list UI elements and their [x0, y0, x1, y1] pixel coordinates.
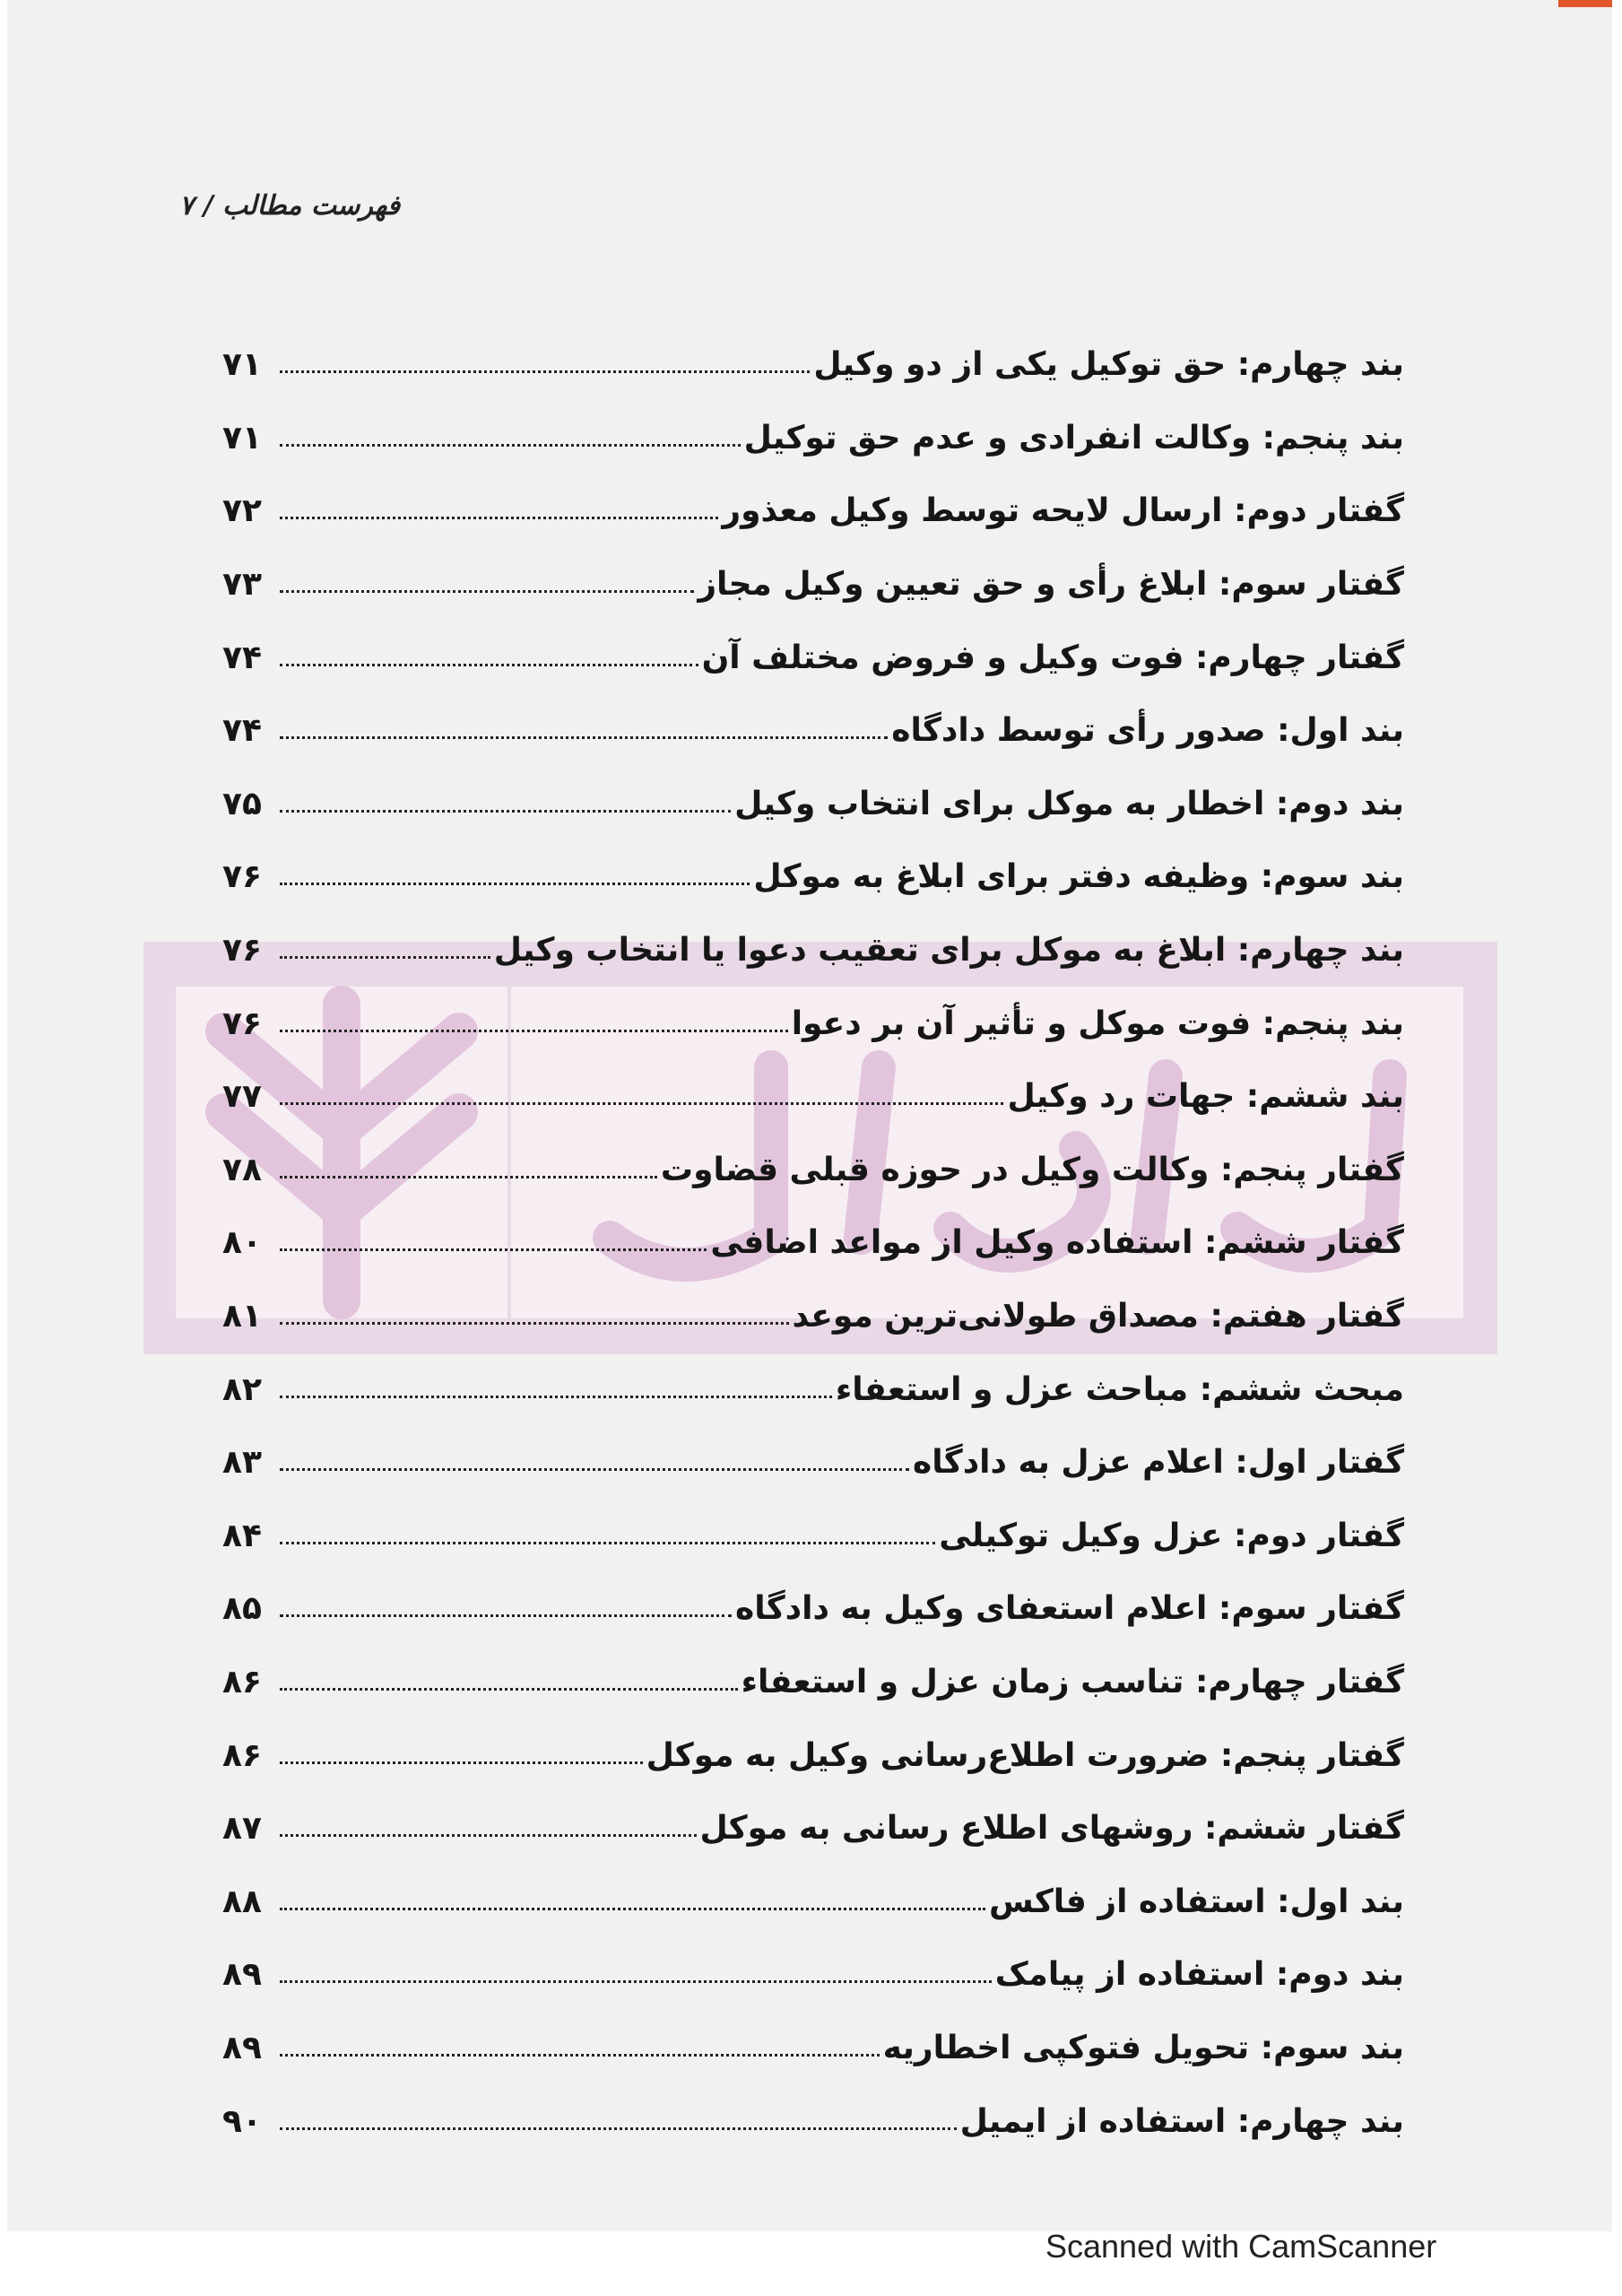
toc-entry-page: ۷۴: [222, 712, 262, 750]
toc-row: [222, 1134, 1404, 1207]
toc-dot-leader: [280, 590, 694, 593]
toc-row: [222, 1060, 1404, 1134]
toc-dot-leader: [280, 1761, 643, 1764]
toc-dot-leader: [280, 1176, 657, 1178]
toc-entry-page: ۸۸: [222, 1883, 262, 1920]
toc-entry-page: ۸۳: [222, 1444, 262, 1482]
toc-entry-page: ۹۰: [222, 2102, 262, 2140]
scanned-page: [7, 0, 1612, 2231]
toc-entry-title: گفتار دوم: ارسال لایحه توسط وکیل معذور: [722, 492, 1404, 530]
toc-entry-title: گفتار سوم: اعلام استعفای وکیل به دادگاه: [734, 1590, 1404, 1628]
toc-entry-page: ۷۶: [222, 1004, 262, 1042]
toc-entry-title: گفتار هفتم: مصداق طولانی‌ترین موعد: [792, 1298, 1404, 1335]
toc-dot-leader: [280, 1468, 909, 1471]
toc-entry-page: ۸۹: [222, 1956, 262, 1994]
toc-entry-page: ۷۳: [222, 566, 262, 604]
toc-entry-page: ۸۲: [222, 1370, 262, 1408]
toc-dot-leader: [280, 1688, 738, 1691]
toc-dot-leader: [280, 1102, 1003, 1105]
toc-row: [222, 1572, 1404, 1646]
toc-row: [222, 914, 1404, 987]
toc-dot-leader: [280, 1030, 788, 1032]
toc-row: [222, 2012, 1404, 2085]
toc-row: [222, 2084, 1404, 2158]
toc-dot-leader: [280, 956, 490, 959]
toc-entry-page: ۸۶: [222, 1736, 262, 1774]
toc-dot-leader: [280, 883, 750, 885]
toc-entry-title: گفتار دوم: عزل وکیل توکیلی: [939, 1517, 1404, 1554]
toc-entry-page: ۷۵: [222, 785, 262, 822]
toc-entry-title: بند اول: استفاده از فاکس: [988, 1883, 1404, 1920]
toc-row: [222, 1500, 1404, 1573]
toc-entry-title: گفتار اول: اعلام عزل به دادگاه: [912, 1444, 1404, 1482]
toc-row: [222, 840, 1404, 914]
toc-entry-title: بند پنجم: فوت موکل و تأثیر آن بر دعوا: [791, 1004, 1404, 1042]
toc-entry-page: ۷۸: [222, 1151, 262, 1188]
toc-entry-page: ۷۴: [222, 639, 262, 676]
toc-entry-title: گفتار پنجم: ضرورت اطلاع‌رسانی وکیل به موکل: [646, 1736, 1404, 1774]
toc-dot-leader: [280, 2054, 880, 2057]
toc-row: [222, 328, 1404, 402]
toc-entry-page: ۷۱: [222, 346, 262, 384]
toc-entry-page: ۸۶: [222, 1663, 262, 1700]
toc-entry-title: بند پنجم: وکالت انفرادی و عدم حق توکیل: [743, 419, 1404, 457]
toc-dot-leader: [280, 1834, 697, 1837]
toc-entry-page: ۸۴: [222, 1517, 262, 1554]
toc-dot-leader: [280, 1248, 707, 1251]
toc-dot-leader: [280, 1908, 985, 1910]
toc-row: [222, 621, 1404, 694]
toc-entry-title: گفتار ششم: روشهای اطلاع رسانی به موکل: [699, 1810, 1404, 1848]
toc-entry-page: ۸۵: [222, 1590, 262, 1628]
toc-dot-leader: [280, 370, 810, 373]
toc-dot-leader: [280, 736, 888, 739]
toc-row: [222, 694, 1404, 768]
toc-dot-leader: [280, 1396, 832, 1398]
toc-row: [222, 1206, 1404, 1280]
toc-row: [222, 1352, 1404, 1426]
toc-dot-leader: [280, 810, 731, 813]
corner-mark: [1558, 0, 1612, 7]
toc-row: [222, 1646, 1404, 1719]
toc-entry-title: بند دوم: اخطار به موکل برای انتخاب وکیل: [734, 785, 1404, 822]
toc-dot-leader: [280, 1542, 935, 1544]
scanner-footer: Scanned with CamScanner: [1045, 2228, 1437, 2265]
toc-entry-page: ۸۷: [222, 1810, 262, 1848]
toc-row: [222, 402, 1404, 475]
toc-entry-title: بند سوم: تحویل فتوکپی اخطاریه: [882, 2029, 1404, 2066]
toc-entry-page: ۷۶: [222, 858, 262, 896]
toc-row: [222, 1865, 1404, 1938]
toc-dot-leader: [280, 664, 698, 666]
toc-row: [222, 1280, 1404, 1353]
toc-row: [222, 548, 1404, 622]
toc-entry-title: گفتار چهارم: تناسب زمان عزل و استعفاء: [741, 1663, 1404, 1700]
toc-entry-title: گفتار سوم: ابلاغ رأی و حق تعیین وکیل مجاز: [698, 566, 1404, 604]
toc-entry-page: ۸۰: [222, 1224, 262, 1262]
toc-entry-title: گفتار ششم: استفاده وکیل از مواعد اضافی: [710, 1224, 1404, 1262]
toc-dot-leader: [280, 1322, 789, 1325]
toc-entry-title: بند اول: صدور رأی توسط دادگاه: [891, 712, 1404, 750]
toc-entry-page: ۷۱: [222, 419, 262, 457]
toc-entry-title: بند دوم: استفاده از پیامک: [994, 1956, 1404, 1994]
toc-row: [222, 1718, 1404, 1792]
toc-entry-title: گفتار چهارم: فوت وکیل و فروض مختلف آن: [701, 639, 1404, 676]
toc-entry-page: ۷۲: [222, 492, 262, 530]
toc-entry-title: گفتار پنجم: وکالت وکیل در حوزه قبلی قضاوت: [660, 1151, 1404, 1188]
toc-entry-title: مبحث ششم: مباحث عزل و استعفاء: [835, 1370, 1404, 1408]
toc-row: [222, 1426, 1404, 1500]
toc-entry-title: بند چهارم: ابلاغ به موکل برای تعقیب دعوا یا انتخاب وکیل: [493, 932, 1404, 970]
toc-row: [222, 1938, 1404, 2012]
toc-entry-title: بند چهارم: حق توکیل یکی از دو وکیل: [813, 346, 1404, 384]
toc-dot-leader: [280, 1614, 732, 1617]
toc-row: [222, 768, 1404, 841]
table-of-contents: [222, 328, 1404, 2158]
toc-entry-page: ۷۷: [222, 1078, 262, 1116]
toc-entry-page: ۷۶: [222, 932, 262, 970]
toc-row: [222, 987, 1404, 1060]
toc-row: [222, 1792, 1404, 1866]
toc-dot-leader: [280, 2127, 957, 2130]
toc-entry-page: ۸۱: [222, 1298, 262, 1335]
page-header: فهرست مطالب / ۷: [179, 190, 401, 222]
toc-entry-title: بند چهارم: استفاده از ایمیل: [959, 2102, 1404, 2140]
toc-entry-title: بند سوم: وظیفه دفتر برای ابلاغ به موکل: [753, 858, 1404, 896]
toc-dot-leader: [280, 444, 741, 447]
toc-entry-title: بند ششم: جهات رد وکیل: [1007, 1078, 1404, 1116]
toc-entry-page: ۸۹: [222, 2029, 262, 2066]
toc-dot-leader: [280, 517, 718, 519]
toc-row: [222, 474, 1404, 548]
toc-dot-leader: [280, 1980, 992, 1983]
